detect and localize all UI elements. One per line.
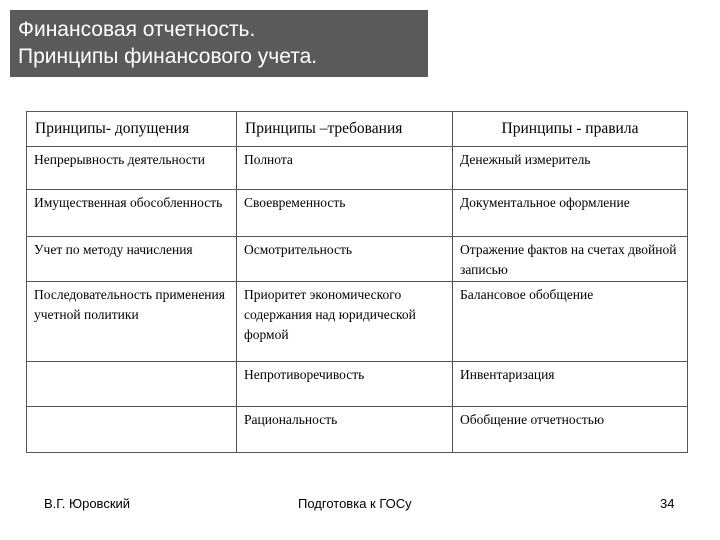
header-rules: Принципы - правила: [453, 112, 688, 147]
footer-author: В.Г. Юровский: [44, 496, 131, 511]
title-line-2: Принципы финансового учета.: [18, 45, 318, 68]
footer-title: Подготовка к ГОСу: [298, 496, 412, 511]
table-cell: [27, 362, 237, 407]
table-row: [27, 407, 688, 453]
table-cell: Непрерывность деятельности: [27, 147, 237, 190]
table-cell: Приоритет экономического содержания над юридической формой: [237, 282, 453, 362]
principles-table: [26, 111, 688, 453]
table-cell: Полнота: [237, 147, 453, 190]
table-header-row: [27, 112, 688, 147]
table-cell: [27, 407, 237, 453]
table-cell: Непротиворечивость: [237, 362, 453, 407]
table-cell: Рациональность: [237, 407, 453, 453]
table-cell: Отражение фактов на счетах двойной записью: [453, 237, 688, 282]
table-row: [27, 190, 688, 237]
table-cell: Последовательность применения учетной политики: [27, 282, 237, 362]
table-cell: Своевременность: [237, 190, 453, 237]
table-cell: Осмотрительность: [237, 237, 453, 282]
table-cell: Учет по методу начисления: [27, 237, 237, 282]
table-cell: Инвентаризация: [453, 362, 688, 407]
table-cell: Балансовое обобщение: [453, 282, 688, 362]
header-assumptions: Принципы- допущения: [27, 112, 237, 147]
header-requirements: Принципы –требования: [237, 112, 453, 147]
table-row: [27, 282, 688, 362]
page-number: 34: [660, 496, 675, 511]
table-cell: Документальное оформление: [453, 190, 688, 237]
title-line-1: Финансовая отчетность.: [18, 18, 256, 41]
table-row: [27, 362, 688, 407]
slide-title: [10, 10, 428, 77]
table-row: [27, 147, 688, 190]
table-cell: Обобщение отчетностью: [453, 407, 688, 453]
table-row: [27, 237, 688, 282]
table-cell: Имущественная обособленность: [27, 190, 237, 237]
table-cell: Денежный измеритель: [453, 147, 688, 190]
